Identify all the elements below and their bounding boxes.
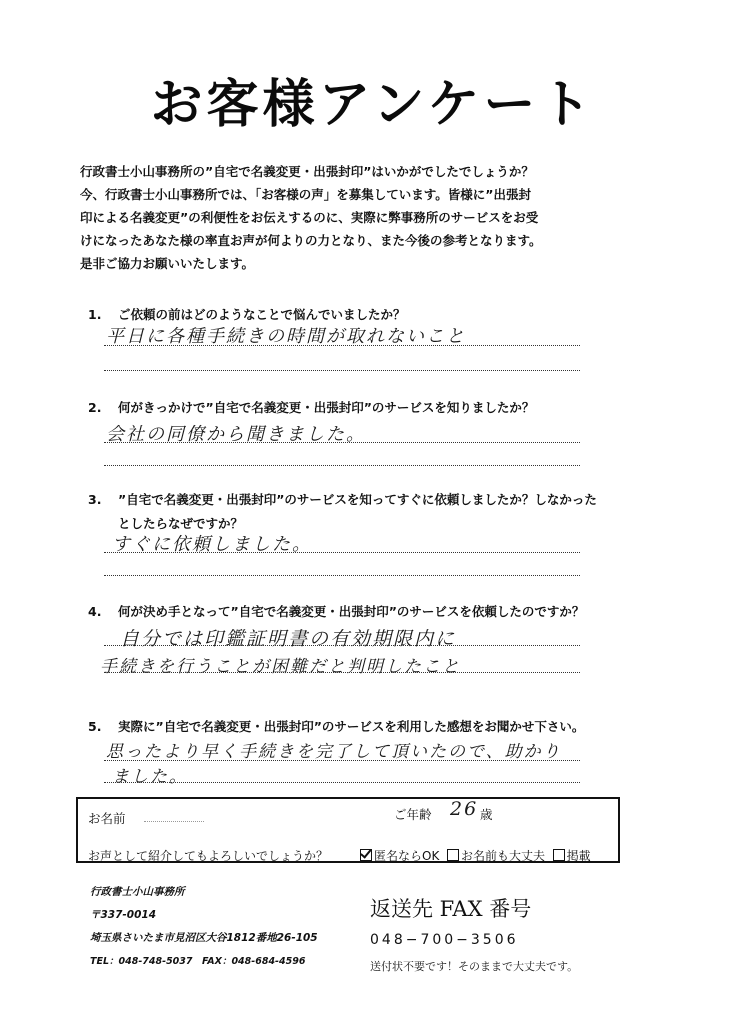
name-label: お名前 (88, 811, 126, 826)
question-number: 5. (88, 719, 102, 734)
intro-line: 行政書士小山事務所の”自宅で名義変更・出張封印”はいかがでしたでしょうか？ (80, 164, 534, 179)
intro-line: 今、行政書士小山事務所では、「お客様の声」を募集しています。皆様に”出張封 (80, 187, 531, 202)
office-address: 埼玉県さいたま市見沼区大谷1812番地26-105 (90, 932, 318, 944)
answer-line (104, 442, 580, 443)
answer-1[interactable]: 平日に各種手続きの時間が取れないこと (106, 326, 466, 347)
answer-line (104, 552, 580, 553)
checked-checkbox-icon[interactable] (360, 849, 372, 861)
answer-line (104, 575, 580, 576)
answer-4[interactable]: 自分では印鑑証明書の有効期限内に (120, 628, 457, 650)
intro-line: けになったあなた様の率直お声が何よりの力となり、また今後の参考となります。 (80, 233, 542, 248)
page-title: お客様アンケート (150, 75, 596, 135)
question-text: 何がきっかけで”自宅で名義変更・出張封印”のサービスを知りましたか？ (118, 400, 535, 415)
option-publish[interactable]: 掲載 (553, 849, 591, 863)
age-value[interactable]: 26 (450, 798, 479, 820)
question-text: ご依頼の前はどのようなことで悩んでいましたか？ (118, 307, 406, 322)
intro-paragraph (80, 160, 680, 275)
question-4 (88, 602, 584, 620)
fax-note: 送付状不要です！そのままで大丈夫です。 (370, 960, 579, 973)
answer-3[interactable]: すぐに依頼しました。 (112, 534, 312, 555)
question-number: 3. (88, 492, 102, 507)
checkbox-icon[interactable] (553, 849, 565, 861)
age-unit: 歳 (480, 807, 493, 822)
answer-line (104, 782, 580, 783)
consent-question: お声として紹介してもよろしいでしょうか？ (88, 849, 329, 863)
answer-line (104, 345, 580, 346)
consent-options (360, 847, 591, 864)
office-tel-fax: TEL：048-748-5037 FAX：048-684-4596 (90, 956, 306, 967)
question-text: 何が決め手となって”自宅で名義変更・出張封印”のサービスを依頼したのですか？ (118, 604, 585, 619)
answer-line (104, 370, 580, 371)
name-field[interactable] (144, 821, 204, 822)
answer-2[interactable]: 会社の同僚から聞きました。 (106, 424, 366, 445)
respondent-info-box (76, 797, 620, 863)
answer-line (104, 760, 580, 761)
question-text: ”自宅で名義変更・出張封印”のサービスを知ってすぐに依頼しましたか？しなかった (118, 492, 597, 507)
fax-number: 048−700−3506 (370, 932, 519, 948)
question-number: 4. (88, 604, 102, 619)
question-3-continued: としたらなぜですか？ (118, 516, 244, 531)
question-1 (88, 305, 406, 323)
fax-heading: 返送先 FAX 番号 (370, 897, 532, 921)
option-real-name[interactable]: お名前も大丈夫 (447, 849, 545, 863)
question-number: 2. (88, 400, 102, 415)
answer-line (104, 672, 580, 673)
question-3 (88, 490, 597, 508)
question-5 (88, 717, 584, 735)
office-name: 行政書士小山事務所 (90, 886, 185, 898)
answer-line (104, 645, 580, 646)
question-2 (88, 398, 534, 416)
option-anonymous[interactable]: 匿名ならOK (360, 849, 439, 863)
question-text: 実際に”自宅で名義変更・出張封印”のサービスを利用した感想をお聞かせ下さい。 (118, 719, 585, 734)
answer-line (104, 465, 580, 466)
answer-5-continued[interactable]: ました。 (112, 767, 188, 787)
answer-5[interactable]: 思ったより早く手続きを完了して頂いたので、助かり (106, 742, 562, 762)
intro-line: 是非ご協力お願いいたします。 (80, 256, 255, 271)
question-number: 1. (88, 307, 102, 322)
intro-line: 印による名義変更”の利便性をお伝えするのに、実際に弊事務所のサービスをお受 (80, 210, 539, 225)
age-label: ご年齢 (394, 807, 432, 822)
postal-code: 〒337-0014 (90, 909, 156, 921)
checkbox-icon[interactable] (447, 849, 459, 861)
answer-4-continued[interactable]: 手続きを行うことが困難だと判明したこと (100, 657, 461, 677)
